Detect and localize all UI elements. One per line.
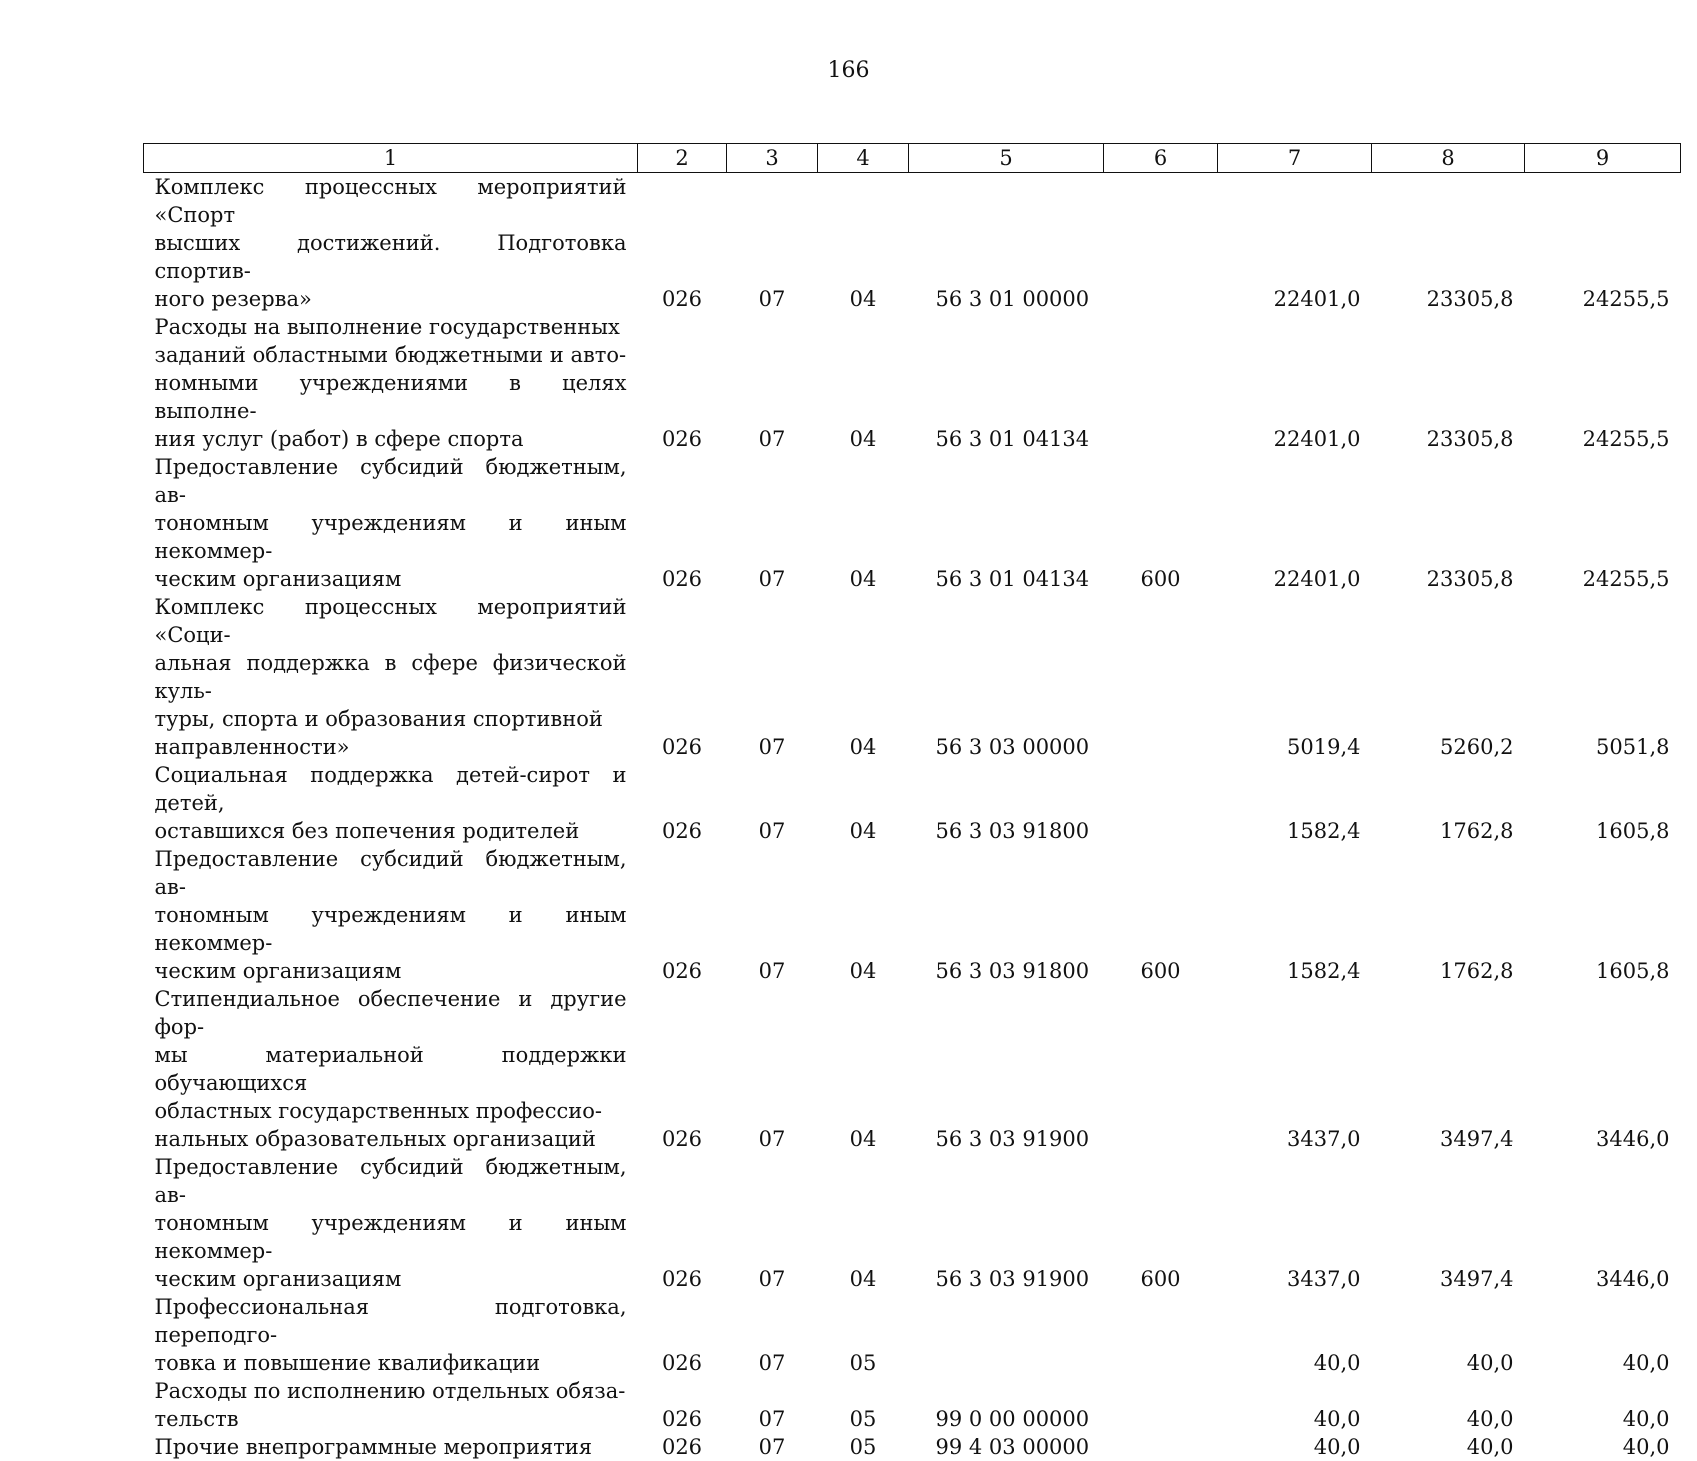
description-line: ческим организациям bbox=[155, 957, 627, 985]
description-line: номными учреждениями в целях выполне- bbox=[155, 369, 627, 425]
cell-col-3: 07 bbox=[727, 313, 818, 453]
cell-col-4: 05 bbox=[818, 1433, 909, 1461]
description-line: нальных образовательных организаций bbox=[155, 1125, 627, 1153]
cell-col-9: 40,0 bbox=[1525, 1293, 1681, 1377]
cell-col-3: 07 bbox=[727, 593, 818, 761]
cell-col-6 bbox=[1104, 173, 1218, 314]
description-line: Прочие внепрограммные мероприятия bbox=[155, 1433, 627, 1461]
cell-col-2: 026 bbox=[638, 1377, 727, 1433]
cell-col-2: 026 bbox=[638, 173, 727, 314]
cell-col-6: 600 bbox=[1104, 845, 1218, 985]
cell-col-7: 1582,4 bbox=[1218, 761, 1372, 845]
cell-col-6 bbox=[1104, 1377, 1218, 1433]
description-line: Комплекс процессных мероприятий «Соци- bbox=[155, 593, 627, 649]
page-number: 166 bbox=[0, 56, 1697, 86]
description-line: Социальная поддержка детей-сирот и детей, bbox=[155, 761, 627, 817]
header-cell-1: 1 bbox=[144, 144, 638, 173]
cell-col-9: 1605,8 bbox=[1525, 761, 1681, 845]
cell-col-2: 026 bbox=[638, 593, 727, 761]
cell-col-5: 99 0 00 00000 bbox=[909, 1377, 1104, 1433]
cell-col-9: 24255,5 bbox=[1525, 173, 1681, 314]
description-line: оставшихся без попечения родителей bbox=[155, 817, 627, 845]
cell-col-4: 05 bbox=[818, 1293, 909, 1377]
header-cell-8: 8 bbox=[1372, 144, 1525, 173]
table-header bbox=[144, 144, 1681, 173]
row-description bbox=[144, 1433, 638, 1461]
cell-col-5: 56 3 03 91900 bbox=[909, 985, 1104, 1153]
cell-col-9: 3446,0 bbox=[1525, 985, 1681, 1153]
cell-col-8: 40,0 bbox=[1372, 1293, 1525, 1377]
cell-col-9: 3446,0 bbox=[1525, 1153, 1681, 1293]
description-line: тономным учреждениям и иным некоммер- bbox=[155, 901, 627, 957]
cell-col-2: 026 bbox=[638, 1433, 727, 1461]
cell-col-6 bbox=[1104, 1433, 1218, 1461]
description-line: Стипендиальное обеспечение и другие фор- bbox=[155, 985, 627, 1041]
description-line: направленности» bbox=[155, 733, 627, 761]
cell-col-3: 07 bbox=[727, 453, 818, 593]
cell-col-4: 04 bbox=[818, 313, 909, 453]
cell-col-7: 40,0 bbox=[1218, 1293, 1372, 1377]
table-row bbox=[144, 313, 1681, 453]
cell-col-6 bbox=[1104, 985, 1218, 1153]
cell-col-7: 40,0 bbox=[1218, 1377, 1372, 1433]
cell-col-7: 5019,4 bbox=[1218, 593, 1372, 761]
cell-col-8: 23305,8 bbox=[1372, 453, 1525, 593]
cell-col-3: 07 bbox=[727, 1153, 818, 1293]
cell-col-8: 1762,8 bbox=[1372, 761, 1525, 845]
budget-table bbox=[143, 143, 1681, 1461]
cell-col-8: 23305,8 bbox=[1372, 173, 1525, 314]
row-description bbox=[144, 173, 638, 314]
cell-col-7: 3437,0 bbox=[1218, 985, 1372, 1153]
description-line: тономным учреждениям и иным некоммер- bbox=[155, 1209, 627, 1265]
description-line: товка и повышение квалификации bbox=[155, 1349, 627, 1377]
table-row bbox=[144, 1433, 1681, 1461]
cell-col-5: 56 3 01 00000 bbox=[909, 173, 1104, 314]
table-row bbox=[144, 593, 1681, 761]
cell-col-9: 40,0 bbox=[1525, 1433, 1681, 1461]
header-cell-9: 9 bbox=[1525, 144, 1681, 173]
cell-col-6 bbox=[1104, 761, 1218, 845]
description-line: заданий областными бюджетными и авто- bbox=[155, 341, 627, 369]
row-description bbox=[144, 313, 638, 453]
cell-col-2: 026 bbox=[638, 453, 727, 593]
cell-col-8: 5260,2 bbox=[1372, 593, 1525, 761]
cell-col-4: 04 bbox=[818, 1153, 909, 1293]
cell-col-5: 56 3 03 91800 bbox=[909, 845, 1104, 985]
cell-col-5: 56 3 03 00000 bbox=[909, 593, 1104, 761]
cell-col-7: 22401,0 bbox=[1218, 453, 1372, 593]
description-line: Предоставление субсидий бюджетным, ав- bbox=[155, 845, 627, 901]
header-cell-2: 2 bbox=[638, 144, 727, 173]
description-line: туры, спорта и образования спортивной bbox=[155, 705, 627, 733]
description-line: ческим организациям bbox=[155, 565, 627, 593]
cell-col-4: 04 bbox=[818, 985, 909, 1153]
cell-col-8: 40,0 bbox=[1372, 1433, 1525, 1461]
cell-col-5: 56 3 03 91800 bbox=[909, 761, 1104, 845]
cell-col-9: 40,0 bbox=[1525, 1377, 1681, 1433]
cell-col-5 bbox=[909, 1293, 1104, 1377]
description-line: Комплекс процессных мероприятий «Спорт bbox=[155, 173, 627, 229]
description-line: ного резерва» bbox=[155, 285, 627, 313]
header-cell-6: 6 bbox=[1104, 144, 1218, 173]
cell-col-9: 1605,8 bbox=[1525, 845, 1681, 985]
description-line: Предоставление субсидий бюджетным, ав- bbox=[155, 1153, 627, 1209]
description-line: тельств bbox=[155, 1405, 627, 1433]
header-row bbox=[144, 144, 1681, 173]
cell-col-2: 026 bbox=[638, 761, 727, 845]
description-line: мы материальной поддержки обучающихся bbox=[155, 1041, 627, 1097]
description-line: Профессиональная подготовка, переподго- bbox=[155, 1293, 627, 1349]
cell-col-5: 56 3 03 91900 bbox=[909, 1153, 1104, 1293]
row-description bbox=[144, 845, 638, 985]
cell-col-6 bbox=[1104, 1293, 1218, 1377]
cell-col-8: 1762,8 bbox=[1372, 845, 1525, 985]
row-description bbox=[144, 453, 638, 593]
table-row bbox=[144, 761, 1681, 845]
description-line: тономным учреждениям и иным некоммер- bbox=[155, 509, 627, 565]
description-line: высших достижений. Подготовка спортив- bbox=[155, 229, 627, 285]
cell-col-5: 56 3 01 04134 bbox=[909, 453, 1104, 593]
cell-col-8: 3497,4 bbox=[1372, 985, 1525, 1153]
table-body bbox=[144, 173, 1681, 1461]
table-row bbox=[144, 173, 1681, 314]
cell-col-3: 07 bbox=[727, 1293, 818, 1377]
cell-col-4: 04 bbox=[818, 593, 909, 761]
cell-col-9: 24255,5 bbox=[1525, 313, 1681, 453]
header-cell-7: 7 bbox=[1218, 144, 1372, 173]
cell-col-4: 04 bbox=[818, 761, 909, 845]
row-description bbox=[144, 1293, 638, 1377]
cell-col-2: 026 bbox=[638, 313, 727, 453]
description-line: ния услуг (работ) в сфере спорта bbox=[155, 425, 627, 453]
cell-col-4: 04 bbox=[818, 453, 909, 593]
table-row bbox=[144, 1293, 1681, 1377]
row-description bbox=[144, 593, 638, 761]
header-cell-3: 3 bbox=[727, 144, 818, 173]
table-row bbox=[144, 985, 1681, 1153]
cell-col-3: 07 bbox=[727, 761, 818, 845]
table-row bbox=[144, 1377, 1681, 1433]
cell-col-5: 99 4 03 00000 bbox=[909, 1433, 1104, 1461]
cell-col-6: 600 bbox=[1104, 1153, 1218, 1293]
row-description bbox=[144, 1153, 638, 1293]
cell-col-3: 07 bbox=[727, 845, 818, 985]
cell-col-6 bbox=[1104, 593, 1218, 761]
description-line: Предоставление субсидий бюджетным, ав- bbox=[155, 453, 627, 509]
cell-col-2: 026 bbox=[638, 985, 727, 1153]
cell-col-7: 22401,0 bbox=[1218, 173, 1372, 314]
cell-col-3: 07 bbox=[727, 1433, 818, 1461]
table-row bbox=[144, 845, 1681, 985]
cell-col-9: 24255,5 bbox=[1525, 453, 1681, 593]
header-cell-4: 4 bbox=[818, 144, 909, 173]
cell-col-7: 1582,4 bbox=[1218, 845, 1372, 985]
cell-col-8: 40,0 bbox=[1372, 1377, 1525, 1433]
row-description bbox=[144, 985, 638, 1153]
cell-col-7: 40,0 bbox=[1218, 1433, 1372, 1461]
cell-col-8: 3497,4 bbox=[1372, 1153, 1525, 1293]
cell-col-4: 05 bbox=[818, 1377, 909, 1433]
description-line: Расходы на выполнение государственных bbox=[155, 313, 627, 341]
cell-col-5: 56 3 01 04134 bbox=[909, 313, 1104, 453]
row-description bbox=[144, 761, 638, 845]
header-cell-5: 5 bbox=[909, 144, 1104, 173]
cell-col-3: 07 bbox=[727, 173, 818, 314]
cell-col-6: 600 bbox=[1104, 453, 1218, 593]
cell-col-3: 07 bbox=[727, 985, 818, 1153]
cell-col-4: 04 bbox=[818, 845, 909, 985]
table-row bbox=[144, 1153, 1681, 1293]
cell-col-6 bbox=[1104, 313, 1218, 453]
cell-col-9: 5051,8 bbox=[1525, 593, 1681, 761]
row-description bbox=[144, 1377, 638, 1433]
cell-col-7: 22401,0 bbox=[1218, 313, 1372, 453]
cell-col-8: 23305,8 bbox=[1372, 313, 1525, 453]
description-line: Расходы по исполнению отдельных обяза- bbox=[155, 1377, 627, 1405]
description-line: альная поддержка в сфере физической куль- bbox=[155, 649, 627, 705]
cell-col-2: 026 bbox=[638, 1153, 727, 1293]
cell-col-7: 3437,0 bbox=[1218, 1153, 1372, 1293]
description-line: областных государственных профессио- bbox=[155, 1097, 627, 1125]
table-row bbox=[144, 453, 1681, 593]
description-line: ческим организациям bbox=[155, 1265, 627, 1293]
cell-col-2: 026 bbox=[638, 1293, 727, 1377]
cell-col-3: 07 bbox=[727, 1377, 818, 1433]
cell-col-2: 026 bbox=[638, 845, 727, 985]
cell-col-4: 04 bbox=[818, 173, 909, 314]
